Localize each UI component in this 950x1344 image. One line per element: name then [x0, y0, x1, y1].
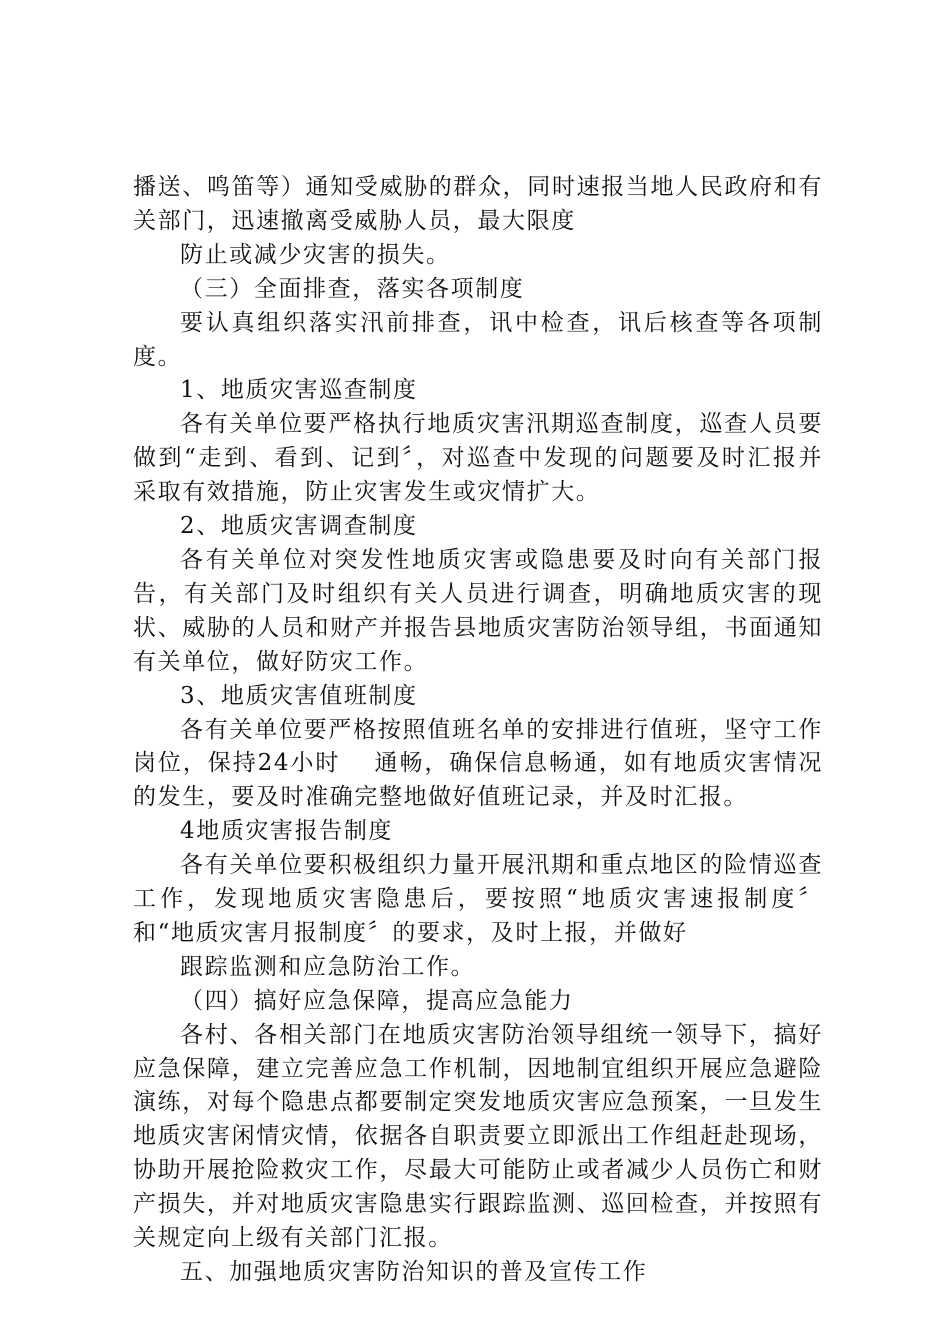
- paragraph: 各有关单位对突发性地质灾害或隐患要及时向有关部门报告，有关部门及时组织有关人员进行调查，明确地质灾害的现状、威胁的人员和财产并报告县地质灾害防治领导组，书面通知有关单位，做好防灾工作。: [133, 546, 823, 675]
- subheading-survey-system: 2、地质灾害调查制度: [180, 513, 418, 540]
- paragraph: 跟踪监测和应急防治工作。: [180, 953, 476, 980]
- subheading-duty-system: 3、地质灾害值班制度: [180, 682, 418, 709]
- paragraph: 防止或减少灾害的损失。: [180, 241, 451, 268]
- paragraph: 各有关单位要严格按照值班名单的安排进行值班，坚守工作岗位，保持24小时 通畅，确保信息畅通，如有地质灾害情况的发生，要及时准确完整地做好值班记录，并及时汇报。: [133, 716, 823, 811]
- subheading-patrol-system: 1、地质灾害巡查制度: [180, 377, 418, 404]
- paragraph-continuation: 播送、鸣笛等）通知受威胁的群众，同时速报当地人民政府和有关部门，迅速撤离受威胁人员，最大限度: [133, 174, 823, 234]
- section-heading-5: 五、加强地质灾害防治知识的普及宣传工作: [180, 1259, 648, 1285]
- paragraph: 要认真组织落实汛前排查，讯中检查，讯后核查等各项制度。: [133, 309, 823, 370]
- section-heading-4: （四）搞好应急保障，提高应急能力: [180, 987, 574, 1014]
- paragraph: 各有关单位要积极组织力量开展汛期和重点地区的险情巡查工作，发现地质灾害隐患后，要按照“地质灾害速报制度〞和“地质灾害月报制度〞的要求，及时上报，并做好: [133, 852, 823, 946]
- section-heading-3: （三）全面排查，落实各项制度: [180, 275, 525, 302]
- subheading-report-system: 4地质灾害报告制度: [180, 818, 394, 845]
- paragraph: 各村、各相关部门在地质灾害防治领导组统一领导下，搞好应急保障，建立完善应急工作机制，因地制宜组织开展应急避险演练，对每个隐患点都要制定突发地质灾害应急预案，一旦发生地质灾害闲情灾情，依据各自职责要立即派出工作组赶赴现场，协助开展抢险救灾工作，尽最大可能防止或者减少人员伤亡和财产损失，并对地质灾害隐患实行跟踪监测、巡回检查，并按照有关规定向上级有关部门汇报。: [133, 1021, 823, 1252]
- document-body: [133, 171, 823, 1290]
- paragraph: 各有关单位要严格执行地质灾害汛期巡查制度，巡查人员要做到“走到、看到、记到〞，对巡查中发现的问题要及时汇报并采取有效措施，防止灾害发生或灾情扩大。: [133, 411, 823, 506]
